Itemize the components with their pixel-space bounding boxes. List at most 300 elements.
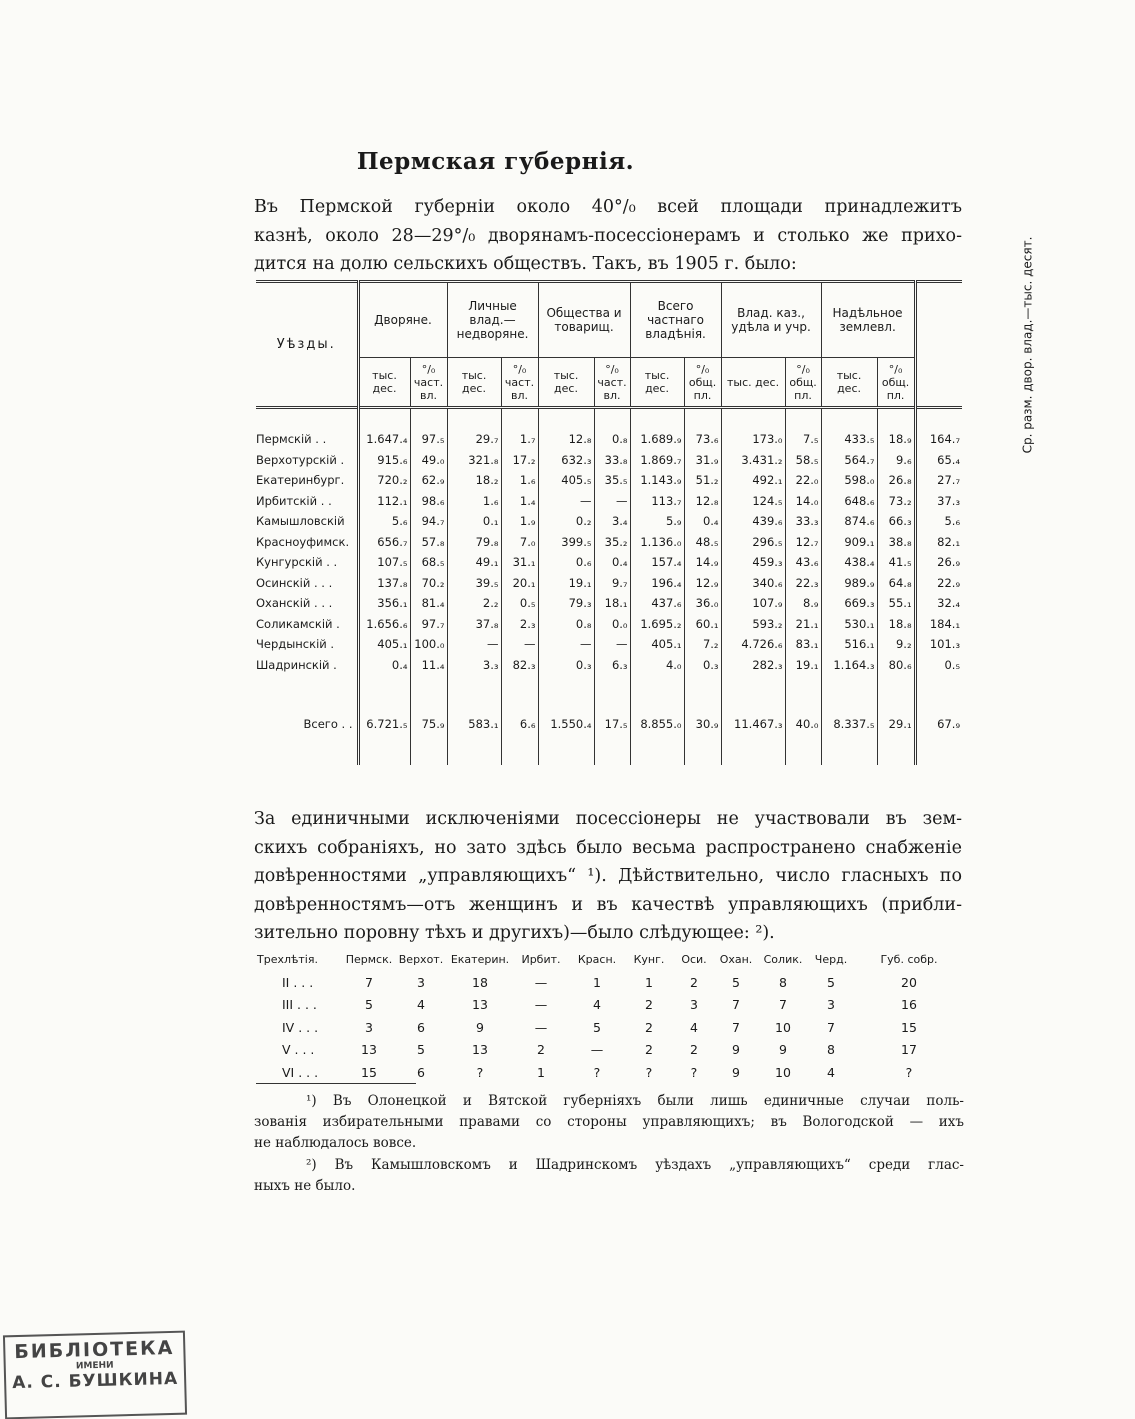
table-cell: — bbox=[590, 1042, 604, 1058]
table-cell: 51.₂ bbox=[684, 470, 721, 491]
row-label: Соликамскій . bbox=[256, 616, 340, 631]
text-line: довѣренностямъ—отъ женщинъ и въ качествѣ управляющихъ (прибли- bbox=[254, 894, 962, 915]
table-cell: 12.₈ bbox=[538, 429, 594, 450]
table-cell: 4 bbox=[417, 997, 425, 1013]
table-row bbox=[256, 655, 962, 676]
table-cell: 4.₀ bbox=[630, 655, 684, 676]
table-cell: — bbox=[594, 634, 630, 655]
empty-cell bbox=[684, 743, 721, 765]
text-line: не наблюдалось вовсе. bbox=[254, 1135, 417, 1151]
table-cell: 164.₇ bbox=[915, 429, 962, 450]
subheader-tys-des: тыс. дес. bbox=[630, 358, 684, 408]
table-cell: 173.₀ bbox=[721, 429, 785, 450]
table-cell: 8.855.₀ bbox=[630, 705, 684, 743]
table-cell: 3.431.₂ bbox=[721, 450, 785, 471]
table-cell: 9 bbox=[732, 1064, 740, 1080]
table-cell: 58.₅ bbox=[785, 450, 821, 471]
table-row bbox=[256, 614, 962, 635]
subheader-pct-obshch: °/₀ общ. пл. bbox=[785, 358, 821, 408]
table-cell: 598.₀ bbox=[821, 470, 877, 491]
table-cell: 18 bbox=[472, 974, 488, 990]
table-cell: 7 bbox=[732, 997, 740, 1013]
empty-cell bbox=[821, 675, 877, 705]
empty-cell bbox=[501, 743, 538, 765]
table-cell: 564.₇ bbox=[821, 450, 877, 471]
table-cell: 874.₆ bbox=[821, 511, 877, 532]
table-cell: 0.₅ bbox=[501, 593, 538, 614]
text-line: казнѣ, около 28—29°/₀ дворянамъ-посессіонерамъ и столько же прихо- bbox=[254, 225, 962, 246]
empty-cell bbox=[501, 675, 538, 705]
header-obshchestva: Общества и товарищ. bbox=[538, 282, 630, 358]
table-cell: 37.₈ bbox=[447, 614, 501, 635]
table-cell: 6.721.₅ bbox=[358, 705, 410, 743]
row-label: Ирбитскій . . bbox=[256, 493, 332, 508]
table-cell: 438.₄ bbox=[821, 552, 877, 573]
table-cell: 70.₂ bbox=[410, 573, 447, 594]
table-cell: 33.₈ bbox=[594, 450, 630, 471]
empty-cell bbox=[447, 408, 501, 430]
table-cell: 81.₄ bbox=[410, 593, 447, 614]
second-paragraph bbox=[254, 805, 962, 948]
table-cell: 80.₆ bbox=[877, 655, 915, 676]
header-vlad-kaz: Влад. каз., удѣла и учр. bbox=[721, 282, 821, 358]
table-cell: 530.₁ bbox=[821, 614, 877, 635]
table-cell: 10 bbox=[775, 1019, 791, 1035]
stamp-line: А. С. БУШКИНА bbox=[11, 1368, 179, 1394]
table-row bbox=[256, 552, 962, 573]
table-row bbox=[256, 573, 962, 594]
table-cell: 0.₂ bbox=[538, 511, 594, 532]
table-cell: 7 bbox=[365, 974, 373, 990]
footnote-rule bbox=[256, 1083, 416, 1084]
empty-cell bbox=[785, 675, 821, 705]
table-cell: 137.₈ bbox=[358, 573, 410, 594]
empty-cell bbox=[358, 675, 410, 705]
table-row bbox=[256, 429, 962, 450]
table-cell: 583.₁ bbox=[447, 705, 501, 743]
footnote-2 bbox=[254, 1155, 964, 1197]
table-cell: 405.₁ bbox=[630, 634, 684, 655]
table-cell: ? bbox=[593, 1064, 601, 1080]
table-cell: 1.₆ bbox=[447, 491, 501, 512]
table-cell: 7.₀ bbox=[501, 532, 538, 553]
table-cell: 0.₄ bbox=[684, 511, 721, 532]
table-cell: 37.₃ bbox=[915, 491, 962, 512]
table-cell: 405.₅ bbox=[538, 470, 594, 491]
table-cell: 97.₇ bbox=[410, 614, 447, 635]
table-cell: 0.₄ bbox=[594, 552, 630, 573]
empty-cell bbox=[538, 675, 594, 705]
table-cell: 55.₁ bbox=[877, 593, 915, 614]
table-cell: 296.₅ bbox=[721, 532, 785, 553]
column-header: Кунг. bbox=[633, 952, 665, 966]
table-cell: 593.₂ bbox=[721, 614, 785, 635]
subheader-pct-chast: °/₀ част. вл. bbox=[594, 358, 630, 408]
table-cell: 184.₁ bbox=[915, 614, 962, 635]
table-row bbox=[256, 1061, 964, 1084]
table-cell: 6.₆ bbox=[501, 705, 538, 743]
table-cell: 1.695.₂ bbox=[630, 614, 684, 635]
table-cell: 0.₃ bbox=[684, 655, 721, 676]
table-cell: 107.₅ bbox=[358, 552, 410, 573]
table-cell: 13 bbox=[361, 1042, 377, 1058]
table-cell: 12.₉ bbox=[684, 573, 721, 594]
table-cell: 6 bbox=[417, 1019, 425, 1035]
table-cell: 405.₁ bbox=[358, 634, 410, 655]
table-row bbox=[256, 491, 962, 512]
table-cell: 19.₁ bbox=[538, 573, 594, 594]
empty-cell bbox=[630, 408, 684, 430]
table-cell: 9.₆ bbox=[877, 450, 915, 471]
table-cell: 113.₇ bbox=[630, 491, 684, 512]
empty-cell bbox=[410, 675, 447, 705]
table-cell: 909.₁ bbox=[821, 532, 877, 553]
table-cell: 94.₇ bbox=[410, 511, 447, 532]
table-cell: 57.₈ bbox=[410, 532, 447, 553]
table-cell: 7 bbox=[827, 1019, 835, 1035]
table-cell: 5 bbox=[365, 997, 373, 1013]
row-label: VI . . . bbox=[282, 1064, 319, 1080]
table-cell: 14.₀ bbox=[785, 491, 821, 512]
table-cell: 13 bbox=[472, 997, 488, 1013]
table-cell: 196.₄ bbox=[630, 573, 684, 594]
table-cell: 68.₅ bbox=[410, 552, 447, 573]
table-cell: 1.₄ bbox=[501, 491, 538, 512]
table-cell: 18.₂ bbox=[447, 470, 501, 491]
table-cell: 18.₁ bbox=[594, 593, 630, 614]
table-cell: 11.467.₃ bbox=[721, 705, 785, 743]
text-line: зованія избирательными правами со стороны управляющихъ; въ Вологодской — ихъ bbox=[254, 1114, 964, 1130]
table-cell: 2 bbox=[690, 974, 698, 990]
table-cell: 20.₁ bbox=[501, 573, 538, 594]
subheader-tys-des: тыс. дес. bbox=[538, 358, 594, 408]
table-cell: 22.₀ bbox=[785, 470, 821, 491]
table-cell: 720.₂ bbox=[358, 470, 410, 491]
header-sr-razm: Ср. разм. двор. влад.—тыс. десят. bbox=[915, 282, 962, 408]
empty-cell bbox=[721, 743, 785, 765]
table-cell: 0.₃ bbox=[538, 655, 594, 676]
table-cell: 433.₅ bbox=[821, 429, 877, 450]
table-cell: 3 bbox=[690, 997, 698, 1013]
table-cell: 31.₁ bbox=[501, 552, 538, 573]
column-header: Трехлѣтія. bbox=[257, 952, 318, 966]
empty-cell bbox=[594, 408, 630, 430]
subheader-pct-obshch: °/₀ общ. пл. bbox=[877, 358, 915, 408]
table-cell: 43.₆ bbox=[785, 552, 821, 573]
table-cell: 66.₃ bbox=[877, 511, 915, 532]
empty-cell bbox=[721, 408, 785, 430]
empty-cell bbox=[684, 675, 721, 705]
table-cell: 18.₉ bbox=[877, 429, 915, 450]
table-cell: 65.₄ bbox=[915, 450, 962, 471]
table-row bbox=[256, 1039, 964, 1062]
table-cell: 18.₈ bbox=[877, 614, 915, 635]
table-cell: 0.₄ bbox=[358, 655, 410, 676]
table-row bbox=[256, 532, 962, 553]
table-cell: 7.₂ bbox=[684, 634, 721, 655]
table-row bbox=[256, 994, 964, 1017]
table-cell: 8.337.₅ bbox=[821, 705, 877, 743]
empty-cell bbox=[630, 743, 684, 765]
table-cell: — bbox=[538, 491, 594, 512]
empty-cell bbox=[538, 743, 594, 765]
table-cell: 49.₀ bbox=[410, 450, 447, 471]
empty-cell bbox=[785, 743, 821, 765]
table-cell: — bbox=[594, 491, 630, 512]
total-row bbox=[256, 705, 962, 743]
table-cell: 19.₁ bbox=[785, 655, 821, 676]
text-line: Въ Пермской губерніи около 40°/₀ всей площади принадлежитъ bbox=[254, 197, 962, 217]
empty-cell bbox=[877, 408, 915, 430]
empty-cell bbox=[538, 408, 594, 430]
column-header: Красн. bbox=[577, 952, 617, 966]
table-cell: 30.₉ bbox=[684, 705, 721, 743]
table-cell: ? bbox=[905, 1064, 913, 1080]
row-label: Екатеринбург. bbox=[256, 473, 345, 488]
empty-cell bbox=[447, 743, 501, 765]
table-cell: 22.₉ bbox=[915, 573, 962, 594]
empty-cell bbox=[594, 743, 630, 765]
row-label: II . . . bbox=[282, 974, 314, 990]
empty-cell bbox=[501, 408, 538, 430]
header-uezdy: Уѣзды. bbox=[276, 336, 336, 352]
text-line: скихъ собраніяхъ, но зато здѣсь было весьма распространено снабженіе bbox=[254, 837, 962, 858]
table-cell: 1.656.₆ bbox=[358, 614, 410, 635]
table-cell: 0.₈ bbox=[594, 429, 630, 450]
text-line: довѣренностями „управляющихъ“ ¹). Дѣйствительно, число гласныхъ по bbox=[254, 866, 962, 886]
table-cell: 3 bbox=[417, 974, 425, 990]
table-cell: 48.₅ bbox=[684, 532, 721, 553]
header-dvoryane: Дворяне. bbox=[358, 282, 447, 358]
table-cell: 2 bbox=[537, 1042, 545, 1058]
table-cell: 7 bbox=[732, 1019, 740, 1035]
text-line: ²) Въ Камышловскомъ и Шадринскомъ уѣздахъ „управляющихъ“ среди глас- bbox=[306, 1157, 964, 1173]
table-cell: 11.₄ bbox=[410, 655, 447, 676]
table-cell: 26.₉ bbox=[915, 552, 962, 573]
table-cell: 97.₅ bbox=[410, 429, 447, 450]
empty-cell bbox=[684, 408, 721, 430]
table-cell: 73.₂ bbox=[877, 491, 915, 512]
row-label: Всего . . bbox=[303, 717, 353, 731]
table-cell: 27.₇ bbox=[915, 470, 962, 491]
column-header: Губ. собр. bbox=[880, 952, 938, 966]
spacer-row bbox=[256, 408, 962, 430]
empty-cell bbox=[915, 743, 962, 765]
text-line: зительно поровну тѣхъ и другихъ)—было слѣдующее: ²). bbox=[254, 923, 775, 943]
row-label: Оханскій . . . bbox=[256, 596, 333, 611]
table-cell: 632.₃ bbox=[538, 450, 594, 471]
table-cell: 5.₉ bbox=[630, 511, 684, 532]
subheader-pct-chast: °/₀ част. вл. bbox=[501, 358, 538, 408]
empty-cell bbox=[821, 408, 877, 430]
table-cell: 669.₃ bbox=[821, 593, 877, 614]
table-cell: 101.₃ bbox=[915, 634, 962, 655]
table-row bbox=[256, 634, 962, 655]
table-cell: 10 bbox=[775, 1064, 791, 1080]
spacer-row bbox=[256, 743, 962, 765]
table-cell: 15 bbox=[901, 1019, 917, 1035]
table-cell: 0.₆ bbox=[538, 552, 594, 573]
table-cell: 4 bbox=[827, 1064, 835, 1080]
column-header: Пермск. bbox=[345, 952, 393, 966]
row-label: Верхотурскій . bbox=[256, 452, 345, 467]
table-cell: 67.₉ bbox=[915, 705, 962, 743]
table-cell: 98.₆ bbox=[410, 491, 447, 512]
table-cell: — bbox=[534, 997, 548, 1013]
table-cell: 41.₅ bbox=[877, 552, 915, 573]
table-cell: 112.₁ bbox=[358, 491, 410, 512]
table-cell: 15 bbox=[361, 1064, 377, 1080]
text-line: ныхъ не было. bbox=[254, 1178, 356, 1194]
table-cell: 8 bbox=[779, 974, 787, 990]
table-cell: 5 bbox=[593, 1019, 601, 1035]
proxy-deputies-table bbox=[256, 947, 964, 1084]
table-cell: 459.₃ bbox=[721, 552, 785, 573]
table-cell: 1.136.₀ bbox=[630, 532, 684, 553]
table-cell: 8.₉ bbox=[785, 593, 821, 614]
table-row bbox=[256, 1016, 964, 1039]
table-cell: 3 bbox=[827, 997, 835, 1013]
table-cell: 1 bbox=[645, 974, 653, 990]
table-cell: 2.₃ bbox=[501, 614, 538, 635]
table-cell: 49.₁ bbox=[447, 552, 501, 573]
table-cell: 13 bbox=[472, 1042, 488, 1058]
column-header: Солик. bbox=[763, 952, 803, 966]
table-row bbox=[256, 971, 964, 994]
table-cell: 492.₁ bbox=[721, 470, 785, 491]
empty-cell bbox=[447, 675, 501, 705]
table-cell: 31.₉ bbox=[684, 450, 721, 471]
table-cell: 124.₅ bbox=[721, 491, 785, 512]
table-cell: 35.₂ bbox=[594, 532, 630, 553]
table-cell: 516.₁ bbox=[821, 634, 877, 655]
table-cell: 73.₆ bbox=[684, 429, 721, 450]
row-label: IV . . . bbox=[282, 1019, 319, 1035]
table-cell: 79.₈ bbox=[447, 532, 501, 553]
table-cell: 26.₈ bbox=[877, 470, 915, 491]
table-cell: 5 bbox=[417, 1042, 425, 1058]
empty-cell bbox=[721, 675, 785, 705]
table-cell: 36.₀ bbox=[684, 593, 721, 614]
table-cell: 21.₁ bbox=[785, 614, 821, 635]
row-label: Пермскій . . bbox=[256, 432, 327, 447]
table-cell: 39.₅ bbox=[447, 573, 501, 594]
text-line: За единичными исключеніями посессіонеры не участвовали въ зем- bbox=[254, 809, 962, 829]
table-cell: 356.₁ bbox=[358, 593, 410, 614]
table-cell: 5 bbox=[827, 974, 835, 990]
library-stamp bbox=[3, 1331, 187, 1419]
table-cell: 1.689.₉ bbox=[630, 429, 684, 450]
table-row bbox=[256, 470, 962, 491]
empty-cell bbox=[821, 743, 877, 765]
table-cell: 22.₃ bbox=[785, 573, 821, 594]
text-line: ¹) Въ Олонецкой и Вятской губерніяхъ были лишь единичные случаи поль- bbox=[306, 1093, 964, 1109]
table-cell: 4 bbox=[690, 1019, 698, 1035]
table-cell: ? bbox=[476, 1064, 484, 1080]
column-header: Черд. bbox=[814, 952, 848, 966]
table-cell: 7.₅ bbox=[785, 429, 821, 450]
table-cell: 2 bbox=[645, 1019, 653, 1035]
table-cell: 1.₆ bbox=[501, 470, 538, 491]
table-cell: 1 bbox=[537, 1064, 545, 1080]
table-cell: 9 bbox=[476, 1019, 484, 1035]
table-cell: 656.₇ bbox=[358, 532, 410, 553]
table-cell: 29.₁ bbox=[877, 705, 915, 743]
footnote-1 bbox=[254, 1091, 964, 1154]
empty-cell bbox=[358, 743, 410, 765]
empty-cell bbox=[785, 408, 821, 430]
table-cell: 6 bbox=[417, 1064, 425, 1080]
table-cell: ? bbox=[645, 1064, 653, 1080]
table-cell: 16 bbox=[901, 997, 917, 1013]
table-cell: 6.₃ bbox=[594, 655, 630, 676]
header-vsego-chast: Всего частнаго владѣнія. bbox=[630, 282, 721, 358]
table-cell: 1.₇ bbox=[501, 429, 538, 450]
table-cell: 340.₆ bbox=[721, 573, 785, 594]
table-cell: 1 bbox=[593, 974, 601, 990]
table-cell: 3 bbox=[365, 1019, 373, 1035]
table-cell: — bbox=[534, 974, 548, 990]
row-label: Кунгурскій . . bbox=[256, 555, 338, 570]
row-label: Шадринскій . bbox=[256, 657, 337, 672]
table-row bbox=[256, 593, 962, 614]
table-cell: 75.₉ bbox=[410, 705, 447, 743]
table-cell: 33.₃ bbox=[785, 511, 821, 532]
table-cell: 32.₄ bbox=[915, 593, 962, 614]
table-cell: 439.₆ bbox=[721, 511, 785, 532]
table-cell: 1.₉ bbox=[501, 511, 538, 532]
empty-cell bbox=[410, 408, 447, 430]
table-cell: 0.₀ bbox=[594, 614, 630, 635]
subheader-tys-des: тыс. дес. bbox=[358, 358, 410, 408]
table-cell: 7 bbox=[779, 997, 787, 1013]
empty-cell bbox=[410, 743, 447, 765]
table-cell: 100.₀ bbox=[410, 634, 447, 655]
table-cell: 157.₄ bbox=[630, 552, 684, 573]
table-cell: 83.₁ bbox=[785, 634, 821, 655]
row-label: V . . . bbox=[282, 1042, 315, 1058]
table-cell: — bbox=[501, 634, 538, 655]
table-cell: 2 bbox=[645, 997, 653, 1013]
column-header: Екатерин. bbox=[450, 952, 510, 966]
table-cell: 40.₀ bbox=[785, 705, 821, 743]
column-header: Охан. bbox=[719, 952, 753, 966]
table-cell: 3.₃ bbox=[447, 655, 501, 676]
subheader-tys-des: тыс. дес. bbox=[821, 358, 877, 408]
table-cell: 107.₉ bbox=[721, 593, 785, 614]
table-cell: 17.₂ bbox=[501, 450, 538, 471]
table-cell: 8 bbox=[827, 1042, 835, 1058]
stamp-line: БИБЛІОТЕКА bbox=[14, 1336, 175, 1364]
table-cell: 5 bbox=[732, 974, 740, 990]
header-lichnye: Личные влад.— недворяне. bbox=[447, 282, 538, 358]
table-cell: 12.₇ bbox=[785, 532, 821, 553]
table-cell: 3.₄ bbox=[594, 511, 630, 532]
column-header: Ирбит. bbox=[521, 952, 561, 966]
table-cell: — bbox=[538, 634, 594, 655]
subheader-pct-chast: °/₀ част. вл. bbox=[410, 358, 447, 408]
table-cell: 399.₅ bbox=[538, 532, 594, 553]
table-cell: 9.₂ bbox=[877, 634, 915, 655]
empty-cell bbox=[256, 675, 358, 705]
table-cell: 2 bbox=[645, 1042, 653, 1058]
subheader-tys-des: тыс. дес. bbox=[721, 358, 785, 408]
table-cell: 60.₁ bbox=[684, 614, 721, 635]
empty-cell bbox=[915, 408, 962, 430]
table-cell: 1.647.₄ bbox=[358, 429, 410, 450]
intro-paragraph bbox=[254, 193, 962, 279]
table-cell: 9 bbox=[779, 1042, 787, 1058]
